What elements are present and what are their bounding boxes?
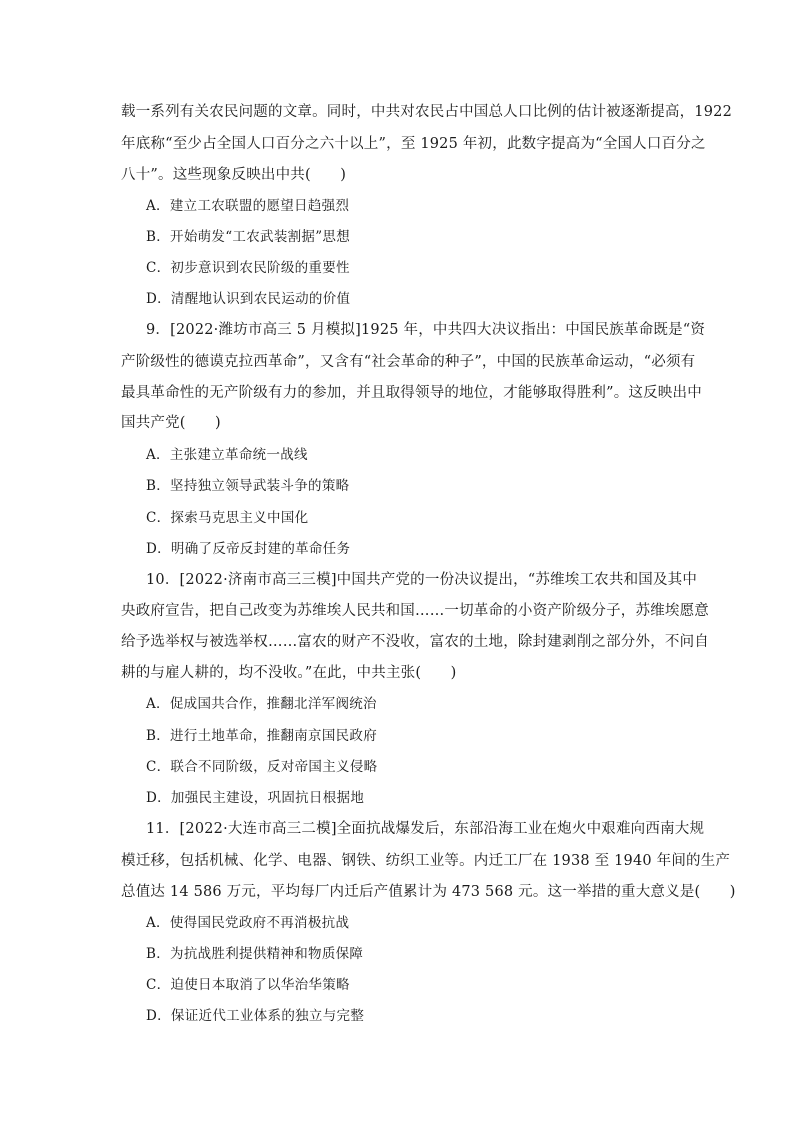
question-8-option-b: B．开始萌发“工农武装割据”思想 xyxy=(146,229,351,245)
question-8-text-line: 载一系列有关农民问题的文章。同时，中共对农民占中国总人口比例的估计被逐渐提高，1922 xyxy=(121,104,732,120)
question-8-text-line: 八十”。这些现象反映出中共( ) xyxy=(121,167,347,183)
question-11-option-a: A．使得国民党政府不再消极抗战 xyxy=(146,915,350,931)
question-11-option-b: B．为抗战胜利提供精神和物质保障 xyxy=(146,946,364,962)
question-9-stem-line: 9．[2022·潍坊市高三 5 月模拟]1925 年，中共四大决议指出：中国民族革命既是“资 xyxy=(146,322,706,338)
question-11-text-line: 模迁移，包括机械、化学、电器、钢铁、纺织工业等。内迁工厂在 1938 至 1940 年间的生产 xyxy=(121,853,731,869)
question-10-text-line: 耕的与雇人耕的，均不没收。”在此，中共主张( ) xyxy=(121,665,457,681)
question-9-option-a: A．主张建立革命统一战线 xyxy=(146,447,308,463)
question-9-text-line: 产阶级性的德谟克拉西革命”，又含有“社会革命的种子”，中国的民族革命运动，“必须有 xyxy=(121,354,696,370)
question-11-option-c: C．迫使日本取消了以华治华策略 xyxy=(146,977,350,993)
question-10-option-b: B．进行土地革命，推翻南京国民政府 xyxy=(146,728,378,744)
question-10-stem-line: 10．[2022·济南市高三三模]中国共产党的一份决议提出，“苏维埃工农共和国及其中 xyxy=(146,572,698,588)
question-10-text-line: 央政府宣告，把自己改变为苏维埃人民共和国……一切革命的小资产阶级分子，苏维埃愿意 xyxy=(121,603,709,619)
question-9-option-d: D．明确了反帝反封建的革命任务 xyxy=(146,541,351,557)
question-10-option-c: C．联合不同阶级，反对帝国主义侵略 xyxy=(146,759,378,775)
question-9-text-line: 最具革命性的无产阶级有力的参加，并且取得领导的地位，才能够取得胜利”。这反映出中 xyxy=(121,385,702,401)
question-9-option-b: B．坚持独立领导武装斗争的策略 xyxy=(146,478,350,494)
question-8-option-d: D．清醒地认识到农民运动的价值 xyxy=(146,291,351,307)
question-9-text-line: 国共产党( ) xyxy=(121,415,221,431)
question-11-stem-line: 11．[2022·大连市高三二模]全面抗战爆发后，东部沿海工业在炮火中艰难向西南大规 xyxy=(146,821,705,837)
question-8-text-line: 年底称“至少占全国人口百分之六十以上”，至 1925 年初，此数字提高为“全国人口百分之 xyxy=(121,136,706,152)
question-10-text-line: 给予选举权与被选举权……富农的财产不没收，富农的土地，除封建剥削之部分外，不问自 xyxy=(121,634,709,650)
question-9-option-c: C．探索马克思主义中国化 xyxy=(146,510,309,526)
question-8-option-c: C．初步意识到农民阶级的重要性 xyxy=(146,260,350,276)
question-11-text-line: 总值达 14 586 万元，平均每厂内迁后产值累计为 473 568 元。这一举措的重大意义是( ) xyxy=(121,884,736,900)
question-10-option-d: D．加强民主建设，巩固抗日根据地 xyxy=(146,790,365,806)
question-10-option-a: A．促成国共合作，推翻北洋军阀统治 xyxy=(146,696,377,712)
question-11-option-d: D．保证近代工业体系的独立与完整 xyxy=(146,1008,365,1024)
question-8-option-a: A．建立工农联盟的愿望日趋强烈 xyxy=(146,198,350,214)
